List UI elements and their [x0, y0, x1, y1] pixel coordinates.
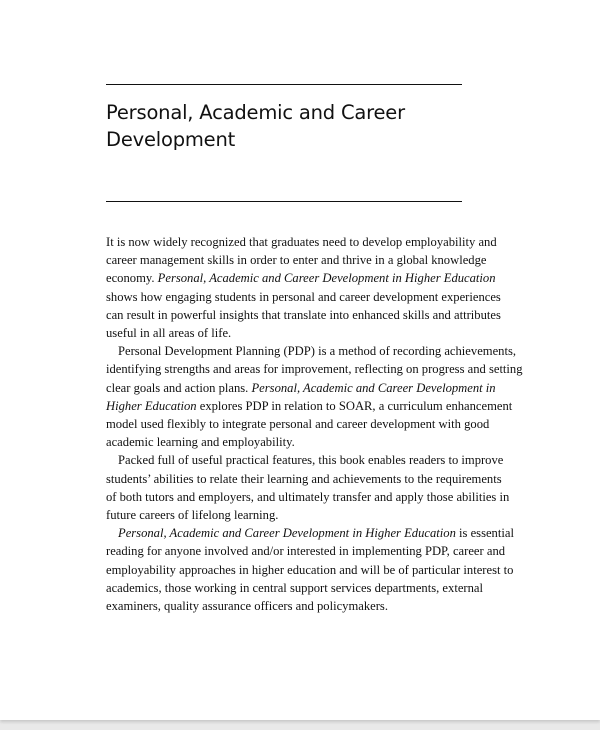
text-segment: explores PDP in relation to SOAR, a curriculum enhancement [196, 398, 513, 413]
book-title-italic: Personal, Academic and Career Development in Higher Education [157, 271, 496, 286]
text-line [106, 397, 513, 415]
body-text [106, 233, 523, 615]
text-line [106, 524, 514, 542]
text-line: reading for anyone involved and/or interested in implementing PDP, career and [106, 544, 506, 559]
text-line: can result in powerful insights that translate into enhanced skills and attributes [106, 307, 501, 322]
top-rule [106, 84, 462, 85]
text-line: useful in all areas of life. [106, 326, 232, 341]
text-line: of both tutors and employers, and ultimately transfer and apply those abilities in [106, 489, 510, 504]
paragraph [106, 342, 523, 451]
text-line: It is now widely recognized that graduates need to develop employability and [106, 235, 497, 249]
text-line: Packed full of useful practical features, this book enables readers to improve [118, 453, 504, 468]
text-line [106, 379, 496, 397]
text-line: academic learning and employability. [106, 435, 295, 450]
book-title-italic: Higher Education [106, 398, 197, 413]
book-title-italic: Personal, Academic and Career Development in Higher Education [118, 526, 456, 541]
text-line: employability approaches in higher education and will be of particular interest to [106, 562, 514, 577]
text-line: academics, those working in central support services departments, external [106, 580, 483, 595]
text-segment: clear goals and action plans. [106, 380, 252, 395]
paragraph [106, 451, 510, 524]
paragraph [106, 524, 514, 615]
text-line: Personal Development Planning (PDP) is a method of recording achievements, [118, 344, 517, 359]
bottom-rule [106, 201, 462, 202]
title-line-1: Personal, Academic and Career [106, 101, 405, 124]
text-line: future careers of lifelong learning. [106, 508, 279, 523]
text-line: shows how engaging students in personal and career development experiences [106, 289, 501, 304]
book-title-italic: Personal, Academic and Career Development in [251, 380, 496, 395]
text-line [106, 269, 496, 287]
text-segment: economy. [106, 271, 158, 286]
page-title [106, 99, 486, 153]
paragraph [106, 233, 501, 342]
text-line: model used flexibly to integrate personal and career development with good [106, 417, 490, 432]
text-segment: is essential [455, 526, 514, 541]
title-line-2: Development [106, 128, 236, 151]
text-line: identifying strengths and areas for improvement, reflecting on progress and setting [106, 362, 523, 377]
text-line: students’ abilities to relate their learning and achievements to the requirements [106, 471, 502, 486]
text-line: career management skills in order to enter and thrive in a global knowledge [106, 253, 487, 268]
text-line: examiners, quality assurance officers and policymakers. [106, 599, 388, 614]
